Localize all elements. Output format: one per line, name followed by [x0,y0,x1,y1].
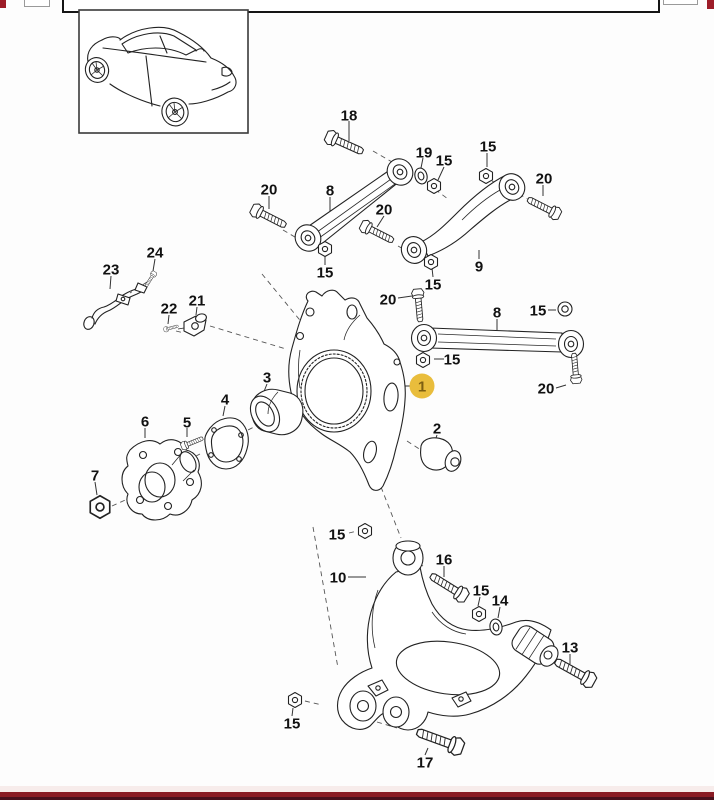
wheel-carrier-knuckle [289,290,405,490]
upper-link-arm [290,154,418,256]
part-callout-label: 24 [146,244,164,262]
part-callout-15[interactable] [530,303,547,320]
part-callout-6[interactable] [141,414,149,431]
part-callout-label: 7 [90,467,100,485]
part-callout-label: 20 [260,181,278,199]
washer-19 [413,167,429,186]
bolt-16 [427,569,471,605]
part-callout-15[interactable] [329,527,346,544]
part-callout-label: 17 [416,754,434,772]
wheel-bearing [245,389,303,437]
part-callout-label: 10 [329,569,347,587]
part-callout-label: 5 [182,414,192,432]
part-callout-label: 23 [102,261,120,279]
part-callout-label: 6 [140,413,150,431]
part-callout-20[interactable] [261,182,278,199]
bolt-13 [552,654,599,690]
bolt-20-mid [358,218,396,246]
part-callout-21[interactable] [189,293,206,310]
part-callout-8[interactable] [326,183,334,200]
part-callout-label: 21 [188,292,206,310]
bolt-17 [414,723,466,757]
part-callout-15[interactable] [444,352,461,369]
part-callout-15[interactable] [473,583,490,600]
nut-15-d [425,255,438,270]
part-callout-label: 22 [160,300,178,318]
part-callout-20[interactable] [380,292,397,309]
part-callout-label: 15 [529,302,547,320]
part-callout-15[interactable] [284,716,301,733]
part-callout-17[interactable] [417,755,434,772]
part-callout-label: 15 [479,138,497,156]
bolt-5 [180,434,205,451]
part-callout-label: 2 [432,420,442,438]
part-callout-5[interactable] [183,415,191,432]
part-callout-15[interactable] [425,277,442,294]
wheel-hub [122,440,201,520]
part-callout-15[interactable] [317,265,334,282]
sensor-bracket [178,313,207,336]
part-callout-20[interactable] [536,171,553,188]
part-callout-1-highlighted[interactable] [410,374,435,399]
part-callout-label: 15 [424,276,442,294]
part-callout-label: 19 [415,144,433,162]
part-callout-15[interactable] [480,139,497,156]
bolt-20-top-right [525,193,563,221]
part-callout-label: 9 [474,258,484,276]
part-callout-label: 15 [328,526,346,544]
bolt-18 [323,129,366,159]
part-callout-label: 4 [220,391,230,409]
stabilizer-link-bracket [82,283,147,331]
part-callout-20[interactable] [538,381,555,398]
part-callout-15[interactable] [436,153,453,170]
part-callout-8[interactable] [493,305,501,322]
part-callout-label: 1 [417,378,427,396]
part-callout-22[interactable] [161,301,178,318]
part-callout-23[interactable] [103,262,120,279]
part-callout-label: 3 [262,369,272,387]
part-callout-label: 15 [316,264,334,282]
rubber-bushing [417,435,464,473]
part-callout-4[interactable] [221,392,230,409]
part-callout-label: 15 [283,715,301,733]
part-callout-label: 16 [435,551,453,569]
screw-24 [143,270,157,288]
part-callout-14[interactable] [492,593,509,610]
part-callout-7[interactable] [91,468,99,485]
upper-control-arm [398,169,530,267]
part-callout-label: 20 [379,291,397,309]
part-callout-13[interactable] [562,640,579,657]
part-callout-9[interactable] [475,259,483,276]
part-callout-label: 8 [492,304,502,322]
part-callout-label: 8 [325,182,335,200]
part-callout-16[interactable] [436,552,453,569]
part-callout-10[interactable] [330,570,347,587]
part-callout-label: 18 [340,107,358,125]
part-callout-label: 15 [435,152,453,170]
nut-15-f [359,524,372,539]
part-callout-19[interactable] [416,145,433,162]
nut-15-e [417,353,430,368]
bolt-20-knuckle [411,288,426,322]
part-callout-3[interactable] [263,370,271,387]
part-callout-label: 15 [472,582,490,600]
nut-15-a [319,242,332,257]
part-callout-label: 15 [443,351,461,369]
part-callout-24[interactable] [147,245,164,262]
part-callout-label: 14 [491,592,509,610]
nut-15-g [473,607,486,622]
part-callout-label: 13 [561,639,579,657]
nut-15-b [428,179,441,194]
car-thumbnail [79,10,248,133]
nut-15-c [480,169,493,184]
nut-15-h [289,693,302,708]
part-callout-20[interactable] [376,202,393,219]
part-callout-18[interactable] [341,108,358,125]
part-callout-label: 20 [537,380,555,398]
axle-nut-7 [90,496,110,519]
part-callout-label: 20 [375,201,393,219]
bearing-gasket-plate [205,418,249,469]
lower-control-arm [338,541,562,730]
part-callout-2[interactable] [433,421,441,438]
part-callout-label: 20 [535,170,553,188]
